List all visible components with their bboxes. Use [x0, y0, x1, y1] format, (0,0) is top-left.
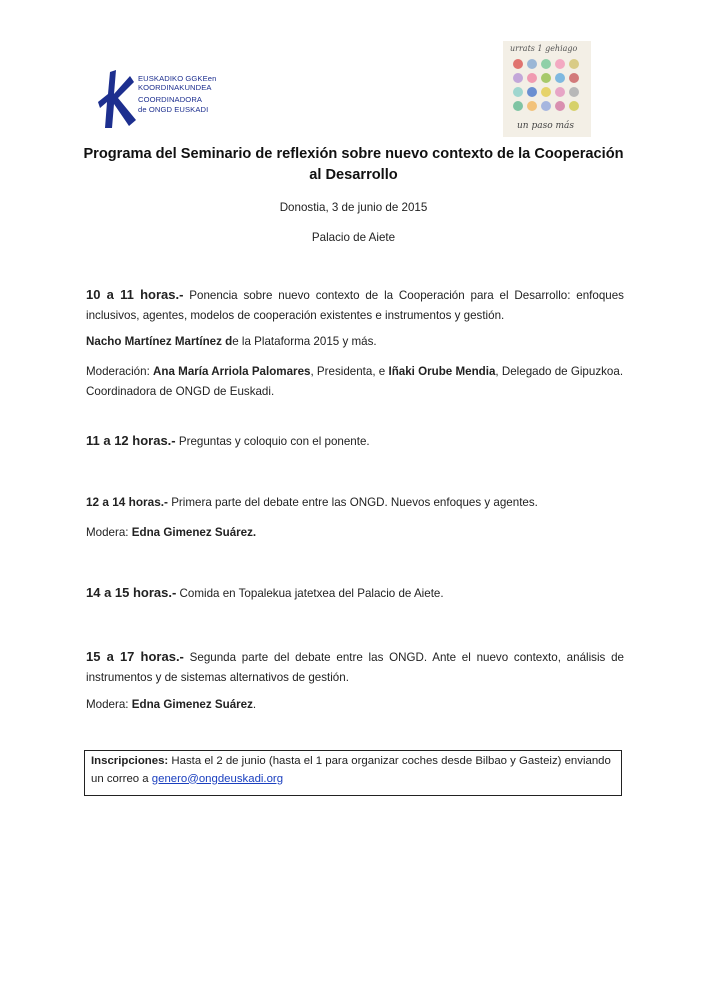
- logo-dot: [541, 59, 551, 69]
- agenda-item-5: [86, 647, 624, 687]
- logo-dot: [569, 59, 579, 69]
- registration-email-link[interactable]: genero@ongdeuskadi.org: [151, 772, 284, 785]
- logo-dot: [513, 87, 523, 97]
- agenda-5-moderator: [86, 695, 624, 715]
- logo-dot: [527, 59, 537, 69]
- agenda-desc-2: Preguntas y coloquio con el ponente.: [175, 435, 370, 448]
- agenda-desc-4: Comida en Topalekua jatetxea del Palacio de Aiete.: [176, 587, 444, 600]
- logo-dot: [569, 73, 579, 83]
- registration-label: Inscripciones:: [91, 755, 169, 767]
- moderator-name-3: Edna Gimenez Suárez.: [131, 526, 257, 539]
- event-date: Donostia, 3 de junio de 2015: [279, 201, 428, 214]
- agenda-item-4: [86, 583, 624, 604]
- agenda-time-4: 14 a 15 horas.-: [86, 585, 177, 600]
- moderation-line: [86, 362, 624, 401]
- agenda-desc-3: Primera parte del debate entre las ONGD. Nuevos enfoques y agentes.: [167, 496, 538, 509]
- moderator-2-name: Iñaki Orube Mendia: [388, 365, 496, 378]
- agenda-item-2: [86, 431, 624, 452]
- logo-top-text: urrats 1 gehiago: [510, 44, 578, 53]
- logo-bottom-text: un paso más: [517, 121, 574, 131]
- moderator-1-role: , Presidenta, e: [310, 365, 389, 378]
- event-venue: Palacio de Aiete: [311, 231, 396, 244]
- speaker-org: e la Plataforma 2015 y más.: [232, 335, 377, 348]
- title-line-1: Programa del Seminario de reflexión sobre nuevo contexto de la Cooperación: [83, 146, 624, 162]
- agenda-time-2: 11 a 12 horas.-: [86, 433, 176, 448]
- logo-dot: [569, 101, 579, 111]
- coordinadora-k-icon: [96, 68, 140, 130]
- page-title: [60, 144, 647, 186]
- moderator-2-role: , Delegado de Gipuzkoa. Coordinadora de ONGD de Euskadi.: [86, 365, 624, 398]
- logo-dot: [527, 101, 537, 111]
- title-line-2: al Desarrollo: [309, 167, 398, 183]
- moderator-end-5: .: [252, 698, 257, 711]
- moderator-label-5: Modera:: [86, 698, 132, 711]
- logo-line-3: COORDINADORA: [138, 95, 203, 105]
- registration-box: [84, 750, 622, 796]
- agenda-desc-1: Ponencia sobre nuevo contexto de la Cooperación para el Desarrollo: enfoques inclusivos, agentes, modelos de cooperación existentes e instrumentos y gestión.: [86, 289, 624, 322]
- agenda-desc-5: Segunda parte del debate entre las ONGD. Ante el nuevo contexto, análisis de instrumentos y de sistemas alternativos de gestión.: [86, 651, 624, 684]
- logo-dot: [541, 73, 551, 83]
- speaker-name: Nacho Martínez Martínez d: [86, 335, 233, 348]
- logo-dot: [513, 73, 523, 83]
- agenda-item-1: [86, 285, 624, 325]
- moderator-name-5: Edna Gimenez Suárez: [131, 698, 253, 711]
- logo-line-4: de ONGD EUSKADI: [138, 104, 209, 114]
- logo-dot: [513, 101, 523, 111]
- agenda-item-3: [86, 493, 624, 513]
- logo-dot: [541, 87, 551, 97]
- logo-line-2: KOORDINAKUNDEA: [138, 83, 212, 93]
- registration-text: Hasta el 2 de junio (hasta el 1 para organizar coches desde Bilbao y Gasteiz) enviando un correo a: [91, 755, 611, 785]
- logo-dot: [555, 101, 565, 111]
- logo-dot: [527, 73, 537, 83]
- agenda-time-5: 15 a 17 horas.-: [86, 649, 184, 664]
- agenda-time-1: 10 a 11 horas.-: [86, 287, 184, 302]
- logo-dot: [555, 73, 565, 83]
- moderation-label: Moderación:: [86, 365, 154, 378]
- speaker-line: [86, 332, 624, 352]
- logo-dot: [569, 87, 579, 97]
- moderator-1-name: Ana María Arriola Palomares: [153, 365, 311, 378]
- moderator-label-3: Modera:: [86, 526, 132, 539]
- logo-dot: [527, 87, 537, 97]
- coordinadora-name: [138, 74, 216, 114]
- agenda-time-3: 12 a 14 horas.-: [86, 495, 168, 509]
- logo-dot: [513, 59, 523, 69]
- logo-line-1: EUSKADIKO GGKEen: [138, 74, 217, 83]
- logo-dot: [541, 101, 551, 111]
- coordinadora-logo: [96, 68, 276, 130]
- agenda-3-moderator: [86, 523, 624, 543]
- logo-dot: [555, 59, 565, 69]
- un-paso-mas-logo: [503, 41, 591, 137]
- logo-dot: [555, 87, 565, 97]
